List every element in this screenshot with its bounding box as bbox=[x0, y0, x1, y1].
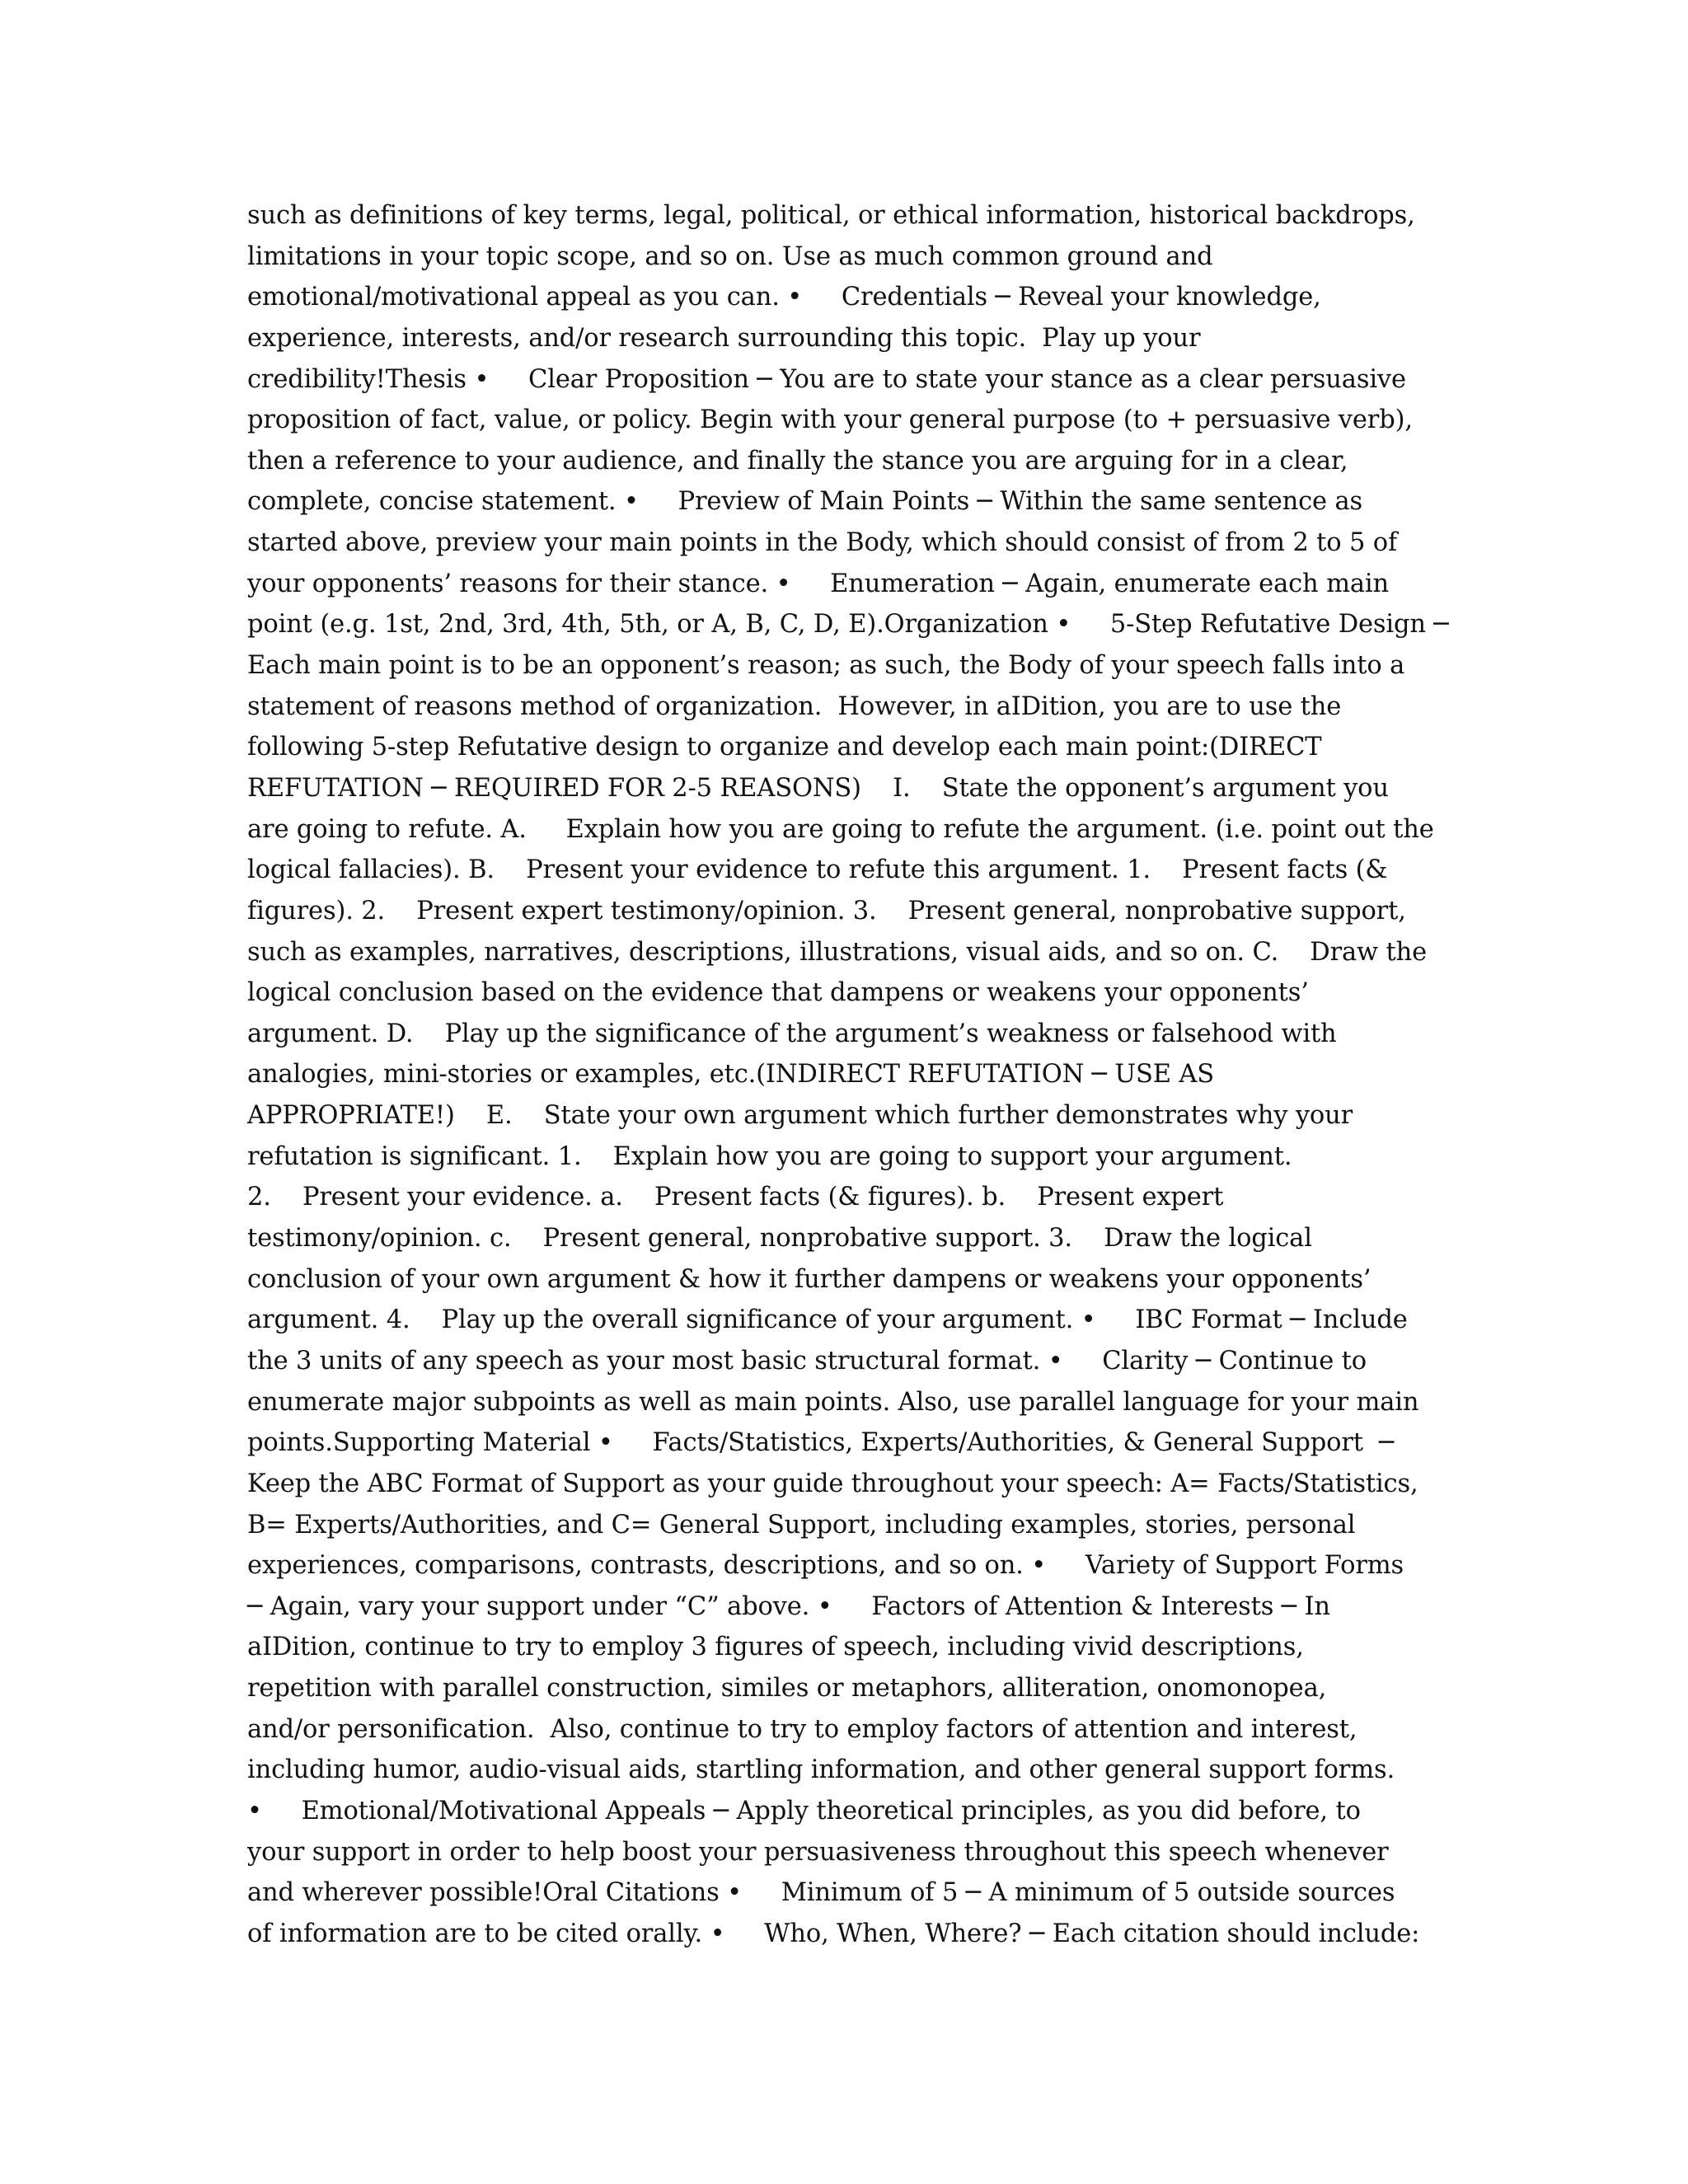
text-line: emotional/motivational appeal as you can. • Credentials ─ Reveal your knowledge, bbox=[247, 283, 1321, 312]
text-line: B= Experts/Authorities, and C= General Support, including examples, stories, personal bbox=[247, 1510, 1356, 1540]
text-line: refutation is significant. 1. Explain how you are going to support your argument. bbox=[247, 1141, 1292, 1171]
text-line: statement of reasons method of organization. However, in aIDition, you are to use the bbox=[247, 691, 1342, 721]
text-line: your opponents’ reasons for their stance. • Enumeration ─ Again, enumerate each main bbox=[247, 569, 1389, 598]
text-line: argument. D. Play up the significance of the argument’s weakness or falsehood with bbox=[247, 1019, 1337, 1048]
text-line: Keep the ABC Format of Support as your guide throughout your speech: A= Facts/Statistics, bbox=[247, 1469, 1418, 1498]
body-text bbox=[247, 195, 1449, 1955]
text-line: aIDition, continue to try to employ 3 figures of speech, including vivid descriptions, bbox=[247, 1633, 1304, 1662]
text-line: such as definitions of key terms, legal, political, or ethical information, historical backdrops, bbox=[247, 201, 1415, 230]
text-line: the 3 units of any speech as your most basic structural format. • Clarity ─ Continue to bbox=[247, 1346, 1367, 1376]
text-line: logical fallacies). B. Present your evidence to refute this argument. 1. Present facts (& bbox=[247, 855, 1388, 885]
text-line: started above, preview your main points in the Body, which should consist of from 2 to 5 of bbox=[247, 528, 1398, 558]
text-line: experience, interests, and/or research surrounding this topic. Play up your bbox=[247, 323, 1201, 353]
text-line: complete, concise statement. • Preview of Main Points ─ Within the same sentence as bbox=[247, 487, 1363, 517]
text-line: proposition of fact, value, or policy. Begin with your general purpose (to + persuasive verb), bbox=[247, 405, 1413, 435]
text-line: conclusion of your own argument & how it further dampens or weakens your opponents’ bbox=[247, 1264, 1372, 1294]
text-line: your support in order to help boost your persuasiveness throughout this speech whenever bbox=[247, 1837, 1389, 1867]
text-line: are going to refute. A. Explain how you are going to refute the argument. (i.e. point out the bbox=[247, 814, 1434, 844]
text-line: including humor, audio-visual aids, startling information, and other general support forms. bbox=[247, 1755, 1395, 1785]
text-line: enumerate major subpoints as well as main points. Also, use parallel language for your main bbox=[247, 1387, 1419, 1417]
text-line: analogies, mini-stories or examples, etc.(INDIRECT REFUTATION ─ USE AS bbox=[247, 1060, 1215, 1090]
text-line: APPROPRIATE!) E. State your own argument which further demonstrates why your bbox=[247, 1101, 1353, 1131]
text-line: limitations in your topic scope, and so on. Use as much common ground and bbox=[247, 241, 1213, 271]
text-line: ─ Again, vary your support under “C” above. • Factors of Attention & Interests ─ In bbox=[247, 1591, 1330, 1621]
text-line: point (e.g. 1st, 2nd, 3rd, 4th, 5th, or A, B, C, D, E).Organization • 5-Step Refutative Design ─ bbox=[247, 610, 1449, 640]
text-line: argument. 4. Play up the overall significance of your argument. • IBC Format ─ Include bbox=[247, 1305, 1408, 1335]
text-line: Each main point is to be an opponent’s reason; as such, the Body of your speech falls into a bbox=[247, 651, 1405, 681]
text-line: then a reference to your audience, and finally the stance you are arguing for in a clear, bbox=[247, 446, 1348, 476]
text-line: points.Supporting Material • Facts/Statistics, Experts/Authorities, & General Support ─ bbox=[247, 1428, 1395, 1458]
text-line: figures). 2. Present expert testimony/opinion. 3. Present general, nonprobative support, bbox=[247, 896, 1406, 926]
text-line: 2. Present your evidence. a. Present facts (& figures). b. Present expert bbox=[247, 1183, 1224, 1212]
text-line: repetition with parallel construction, similes or metaphors, alliteration, onomonopea, bbox=[247, 1674, 1327, 1704]
text-line: and/or personification. Also, continue to try to employ factors of attention and interest, bbox=[247, 1714, 1357, 1744]
text-line: testimony/opinion. c. Present general, nonprobative support. 3. Draw the logical bbox=[247, 1224, 1312, 1254]
text-line: experiences, comparisons, contrasts, descriptions, and so on. • Variety of Support Forms bbox=[247, 1551, 1404, 1581]
text-line: following 5-step Refutative design to organize and develop each main point:(DIRECT bbox=[247, 733, 1322, 762]
text-line: • Emotional/Motivational Appeals ─ Apply theoretical principles, as you did before, to bbox=[247, 1796, 1361, 1825]
text-line: and wherever possible!Oral Citations • Minimum of 5 ─ A minimum of 5 outside sources bbox=[247, 1878, 1395, 1908]
text-line: REFUTATION ─ REQUIRED FOR 2-5 REASONS) I. State the opponent’s argument you bbox=[247, 773, 1389, 803]
text-line: credibility!Thesis • Clear Proposition ─ You are to state your stance as a clear persuasive bbox=[247, 364, 1406, 394]
text-line: logical conclusion based on the evidence that dampens or weakens your opponents’ bbox=[247, 978, 1309, 1008]
text-line: of information are to be cited orally. • Who, When, Where? ─ Each citation should include: bbox=[247, 1919, 1420, 1948]
text-line: such as examples, narratives, descriptions, illustrations, visual aids, and so on. C. Draw the bbox=[247, 937, 1428, 967]
